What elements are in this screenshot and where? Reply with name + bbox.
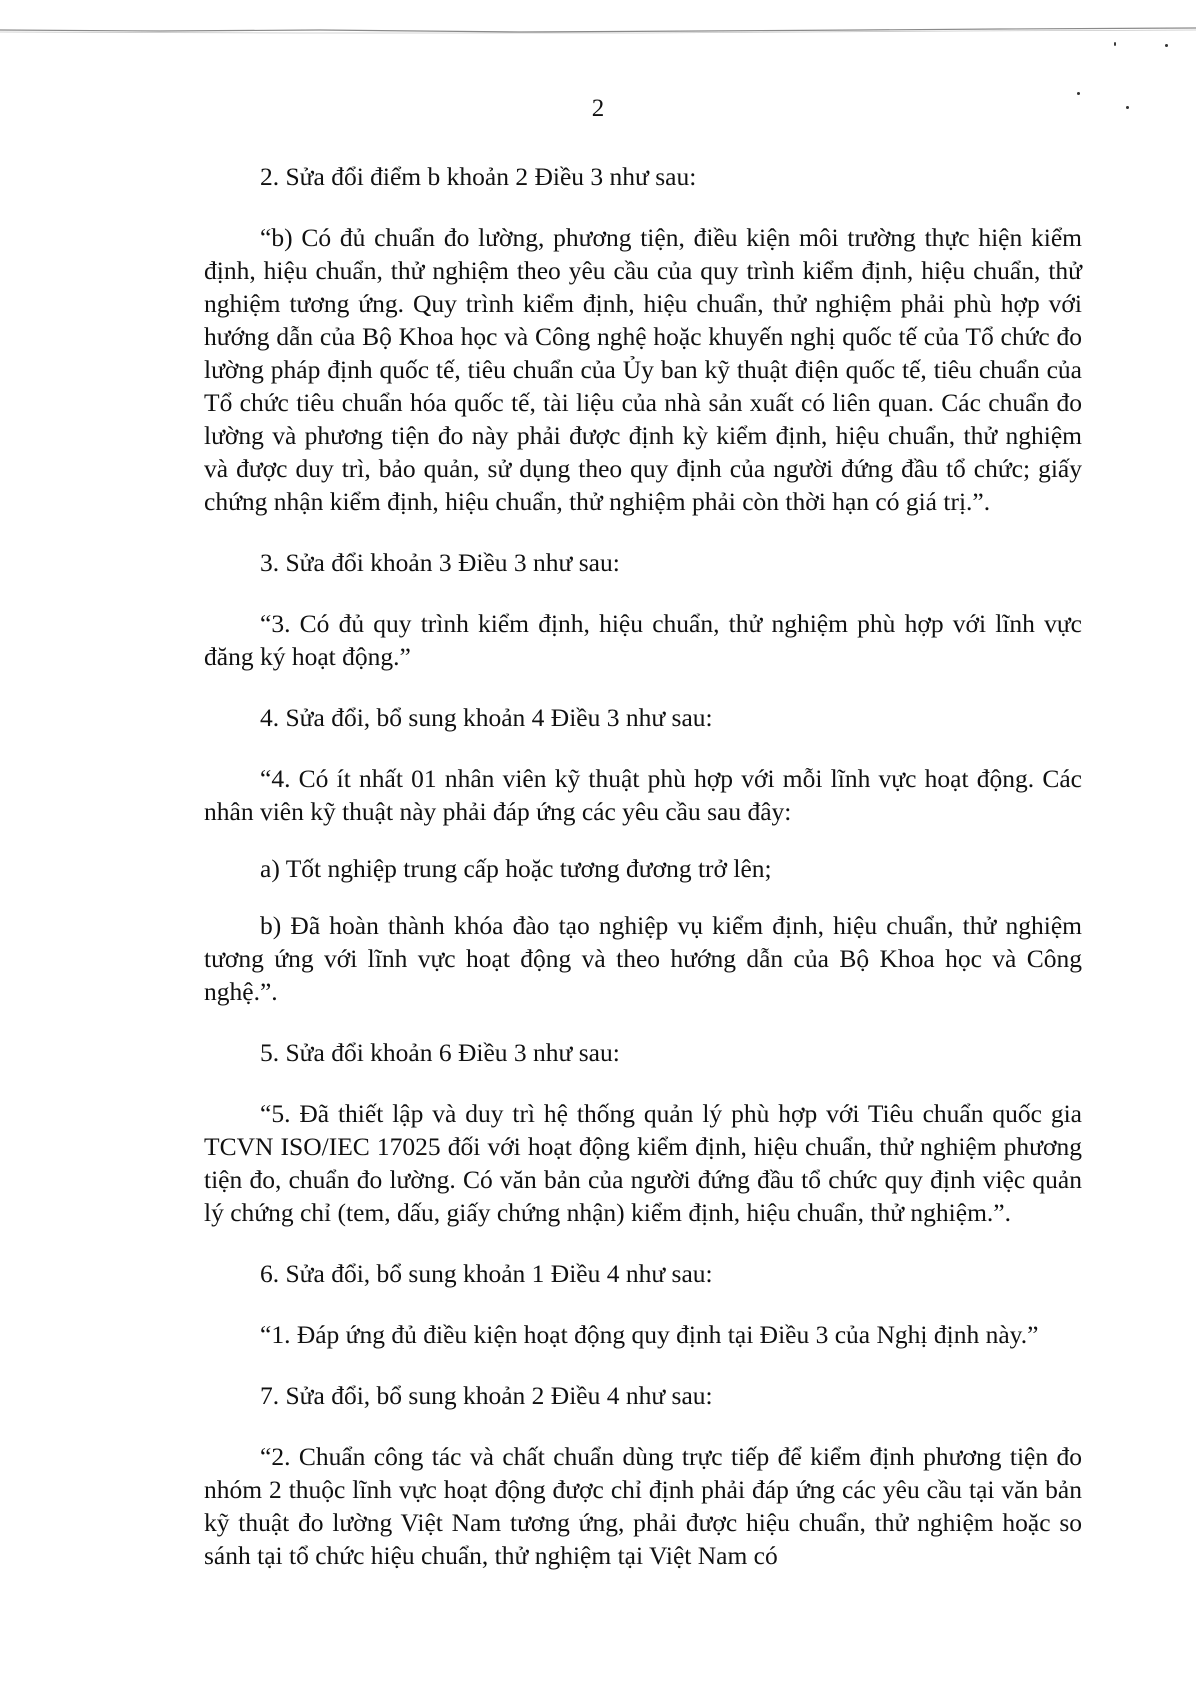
amendment-text-7: “2. Chuẩn công tác và chất chuẩn dùng trực tiếp để kiểm định phương tiện đo nhóm 2 thuộc lĩnh vực hoạt động được chỉ định phải đáp ứng các yêu cầu tại văn bản kỹ thuật đo lường Việt Nam tương ứng, phải được hiệu chuẩn, thử nghiệm hoặc so sánh tại tổ chức hiệu chuẩn, thử nghiệm tại Việt Nam có: [204, 1442, 1082, 1570]
page-number: 2: [591, 95, 605, 122]
amendment-text-5: “5. Đã thiết lập và duy trì hệ thống quản lý phù hợp với Tiêu chuẩn quốc gia TCVN ISO/IEC 17025 đối với hoạt động kiểm định, hiệu chuẩn, thử nghiệm phương tiện đo, chuẩn đo lường. Có văn bản của người đứng đầu tổ chức quy định việc quản lý chứng chỉ (tem, dấu, giấy chứng nhận) kiểm định, hiệu chuẩn, thử nghiệm.”.: [204, 1099, 1082, 1227]
amendment-heading-5: 5. Sửa đổi khoản 6 Điều 3 như sau:: [260, 1038, 620, 1067]
scan-speck: [1114, 42, 1116, 46]
scan-top-edge: [0, 22, 1196, 36]
amendment-heading-2: 2. Sửa đổi điểm b khoản 2 Điều 3 như sau:: [260, 162, 697, 191]
amendment-text-4a: a) Tốt nghiệp trung cấp hoặc tương đương trở lên;: [260, 854, 772, 883]
amendment-text-6: “1. Đáp ứng đủ điều kiện hoạt động quy định tại Điều 3 của Nghị định này.”: [260, 1320, 1039, 1349]
scan-speck: [1165, 44, 1168, 47]
amendment-text-2b: “b) Có đủ chuẩn đo lường, phương tiện, điều kiện môi trường thực hiện kiểm định, hiệu chuẩn, thử nghiệm theo yêu cầu của quy trình kiểm định, hiệu chuẩn, thử nghiệm tương ứng. Quy trình kiểm định, hiệu chuẩn, thử nghiệm phải phù hợp với hướng dẫn của Bộ Khoa học và Công nghệ hoặc khuyến nghị quốc tế của Tổ chức đo lường pháp định quốc tế, tiêu chuẩn của Ủy ban kỹ thuật điện quốc tế, tiêu chuẩn của Tổ chức tiêu chuẩn hóa quốc tế, tài liệu của nhà sản xuất có liên quan. Các chuẩn đo lường và phương tiện đo này phải được định kỳ kiểm định, hiệu chuẩn, thử nghiệm và được duy trì, bảo quản, sử dụng theo quy định của người đứng đầu tổ chức; giấy chứng nhận kiểm định, hiệu chuẩn, thử nghiệm phải còn thời hạn có giá trị.”.: [204, 223, 1082, 516]
document-body: [204, 160, 1082, 1600]
amendment-text-4b: b) Đã hoàn thành khóa đào tạo nghiệp vụ kiểm định, hiệu chuẩn, thử nghiệm tương ứng với lĩnh vực hoạt động và theo hướng dẫn của Bộ Khoa học và Công nghệ.”.: [204, 911, 1082, 1006]
amendment-heading-7: 7. Sửa đổi, bổ sung khoản 2 Điều 4 như sau:: [260, 1381, 713, 1410]
amendment-text-4: “4. Có ít nhất 01 nhân viên kỹ thuật phù hợp với mỗi lĩnh vực hoạt động. Các nhân viên kỹ thuật này phải đáp ứng các yêu cầu sau đây:: [204, 764, 1082, 826]
amendment-heading-3: 3. Sửa đổi khoản 3 Điều 3 như sau:: [260, 548, 620, 577]
amendment-heading-4: 4. Sửa đổi, bổ sung khoản 4 Điều 3 như sau:: [260, 703, 713, 732]
amendment-text-3: “3. Có đủ quy trình kiểm định, hiệu chuẩn, thử nghiệm phù hợp với lĩnh vực đăng ký hoạt động.”: [204, 609, 1082, 671]
amendment-heading-6: 6. Sửa đổi, bổ sung khoản 1 Điều 4 như sau:: [260, 1259, 713, 1288]
